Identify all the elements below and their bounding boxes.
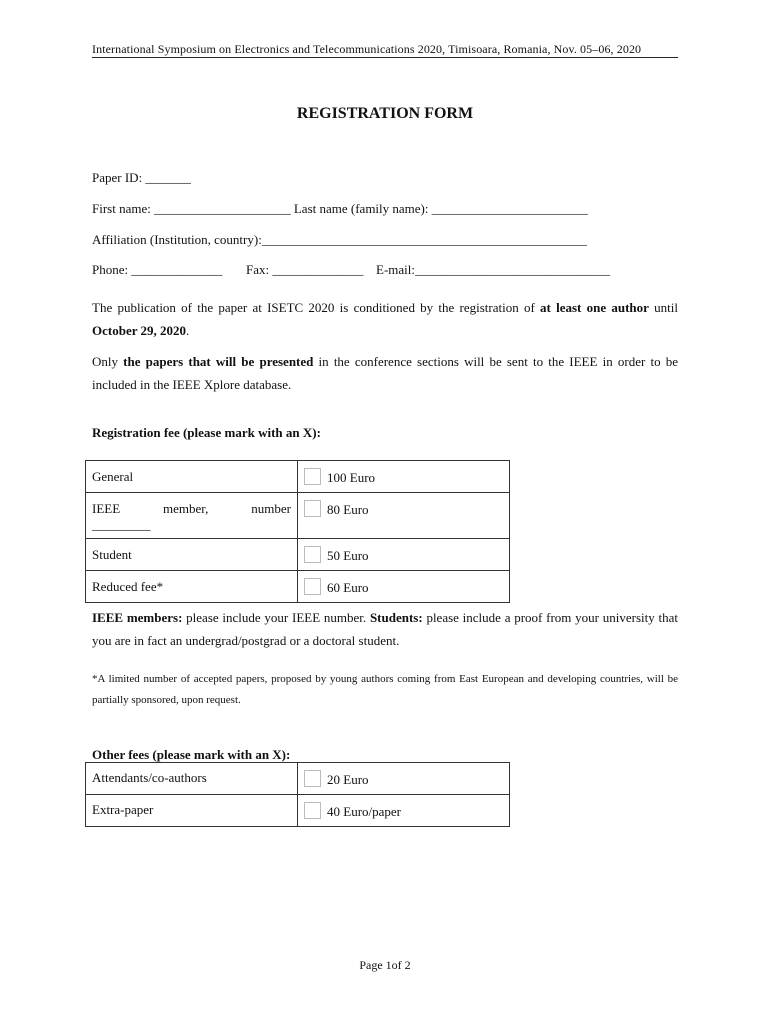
table-row [86, 763, 510, 795]
name-field[interactable]: First name: _____________________ Last name (family name): ________________________ [92, 201, 588, 216]
presentation-note-text: Only the papers that will be presented in the conference sections will be sent to the IEEE in order to be included in the IEEE Xplore database. [92, 354, 678, 392]
checkbox-icon[interactable] [304, 802, 321, 819]
fee-option[interactable]: 100 Euro [298, 461, 510, 493]
table-row [86, 571, 510, 603]
form-title: REGISTRATION FORM [296, 105, 474, 122]
fee-option[interactable]: 60 Euro [298, 571, 510, 603]
registration-fee-table [85, 460, 510, 603]
fee-label: Extra-paper [86, 795, 298, 827]
fee-label-ieee: IEEE member, number _________ [86, 493, 298, 539]
fee-label: Attendants/co-authors [86, 763, 298, 795]
other-fees-table [85, 762, 510, 827]
fee-option[interactable]: 50 Euro [298, 539, 510, 571]
table-row [86, 461, 510, 493]
table-row [86, 539, 510, 571]
publication-condition-text: The publication of the paper at ISETC 2020 is conditioned by the registration of at least one author until October 29, 2020. [92, 300, 678, 338]
checkbox-icon[interactable] [304, 500, 321, 517]
fee-label: General [86, 461, 298, 493]
checkbox-icon[interactable] [304, 546, 321, 563]
fee-option[interactable]: 40 Euro/paper [298, 795, 510, 827]
checkbox-icon[interactable] [304, 468, 321, 485]
affiliation-field[interactable]: Affiliation (Institution, country):__________________________________________________ [92, 232, 587, 247]
checkbox-icon[interactable] [304, 578, 321, 595]
fee-option[interactable]: 80 Euro [298, 493, 510, 539]
checkbox-icon[interactable] [304, 770, 321, 787]
members-note-text: IEEE members: please include your IEEE number. Students: please include a proof from your university that you are in fact an undergrad/postgrad or a doctoral student. [92, 610, 678, 648]
fee-label: Reduced fee* [86, 571, 298, 603]
sponsorship-footnote: *A limited number of accepted papers, proposed by young authors coming from East European and developing countries, will be partially sponsored, upon request. [92, 673, 678, 706]
fee-label: Student [86, 539, 298, 571]
table-row [86, 795, 510, 827]
registration-fee-heading: Registration fee (please mark with an X): [92, 425, 321, 440]
fee-option[interactable]: 20 Euro [298, 763, 510, 795]
page-header: International Symposium on Electronics and Telecommunications 2020, Timisoara, Romania, Nov. 05–06, 2020 [92, 42, 642, 56]
other-fees-heading: Other fees (please mark with an X): [92, 747, 291, 762]
phone-field[interactable]: Phone: ______________ [92, 262, 223, 277]
email-field[interactable]: E-mail:______________________________ [376, 262, 610, 277]
fax-field[interactable]: Fax: ______________ [246, 262, 364, 277]
page-number: Page 1of 2 [359, 958, 411, 972]
header-rule [92, 57, 678, 58]
table-row [86, 493, 510, 539]
paper-id-field[interactable]: Paper ID: _______ [92, 170, 191, 185]
